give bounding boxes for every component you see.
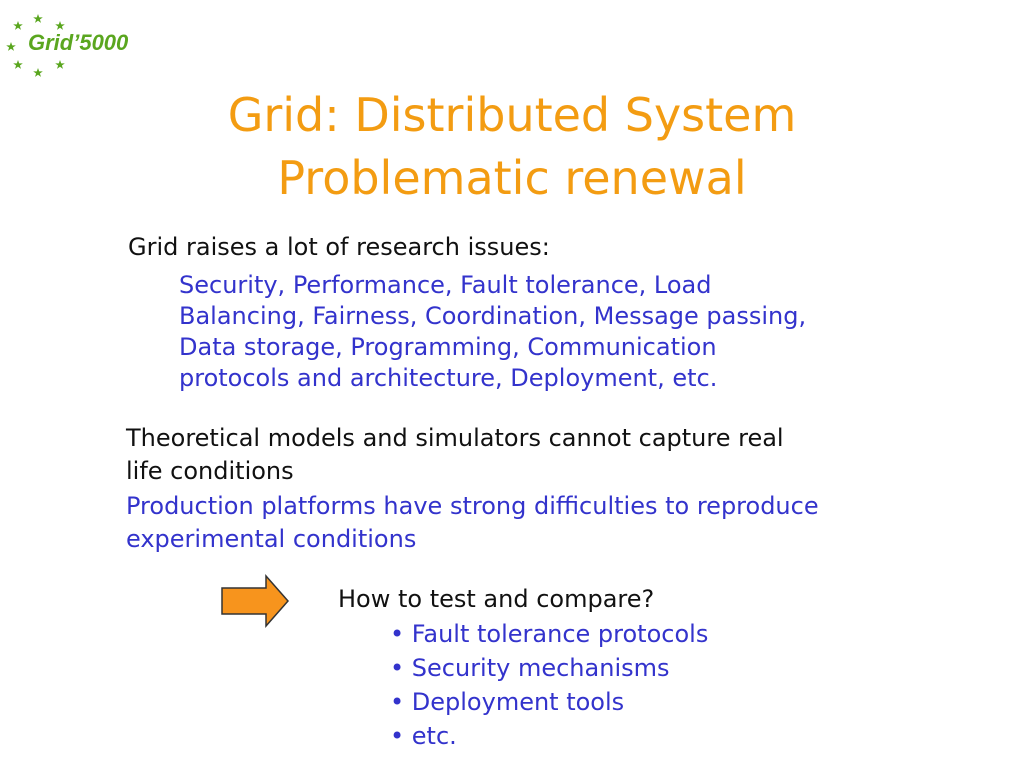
research-heading: Grid raises a lot of research issues: [128, 233, 550, 261]
research-line-2: Balancing, Fairness, Coordination, Message passing, [179, 302, 807, 330]
list-item: • Fault tolerance protocols [390, 620, 709, 648]
star-icon [6, 42, 16, 51]
logo-text: Grid’5000 [28, 30, 129, 55]
title-line-1: Grid: Distributed System [227, 88, 797, 142]
list-item: • Security mechanisms [390, 654, 670, 682]
research-line-3: Data storage, Programming, Communication [179, 333, 717, 361]
slide-title [0, 84, 1024, 210]
research-line-1: Security, Performance, Fault tolerance, Load [179, 271, 712, 299]
compare-question: How to test and compare? [338, 585, 655, 613]
compare-list [390, 617, 708, 753]
research-line-4: protocols and architecture, Deployment, etc. [179, 364, 718, 392]
star-icon [55, 21, 65, 30]
star-icon [13, 21, 23, 30]
list-item: • etc. [390, 722, 457, 750]
list-item: • Deployment tools [390, 688, 625, 716]
models-line-1: Theoretical models and simulators cannot capture real [126, 424, 784, 452]
star-icon [13, 60, 23, 69]
right-arrow-icon [220, 574, 290, 628]
platform-line-1: Production platforms have strong difficulties to reproduce [126, 492, 819, 520]
grid5000-logo [4, 8, 174, 84]
models-line-2: life conditions [126, 457, 294, 485]
title-line-2: Problematic renewal [277, 151, 747, 205]
star-icon [33, 14, 43, 23]
star-icon [55, 60, 65, 69]
platform-line-2: experimental conditions [126, 525, 417, 553]
star-icon [33, 68, 43, 77]
